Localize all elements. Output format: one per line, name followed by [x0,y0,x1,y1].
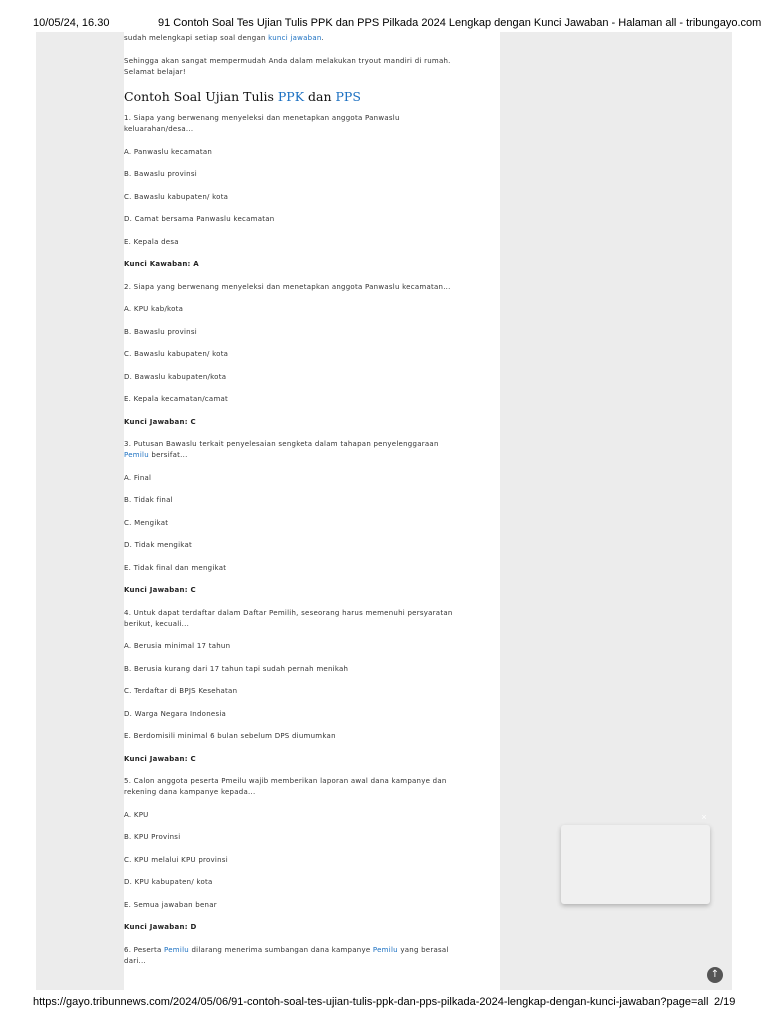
option-item: D. KPU kabupaten/ kota [124,878,213,886]
option-item: E. Semua jawaban benar [124,900,217,909]
option-item: D. Warga Negara Indonesia [124,709,227,718]
option-item: A. KPU [124,810,149,819]
option-item: A. KPU kab/kota [124,305,184,313]
option-item: D. Camat bersama Panwaslu kecamatan [124,215,275,223]
question-2: 2. Siapa yang berwenang menyeleksi dan menetapkan anggota Panwaslu kecamatan... [124,282,451,291]
option-item: B. Berusia kurang dari 17 tahun tapi sudah pernah menikah [124,664,349,673]
scroll-to-top-button[interactable] [707,967,723,983]
article-body [124,33,500,967]
page-number: 2/19 [714,996,736,1008]
pemilu-link[interactable]: Pemilu [372,945,398,954]
arrow-up-icon: ↑ [710,969,720,980]
option-item: B. Bawaslu provinsi [124,170,197,178]
option-item: E. Kepala desa [124,237,179,246]
question-1: 1. Siapa yang berwenang menyeleksi dan menetapkan anggota Panwaslu keluarahan/desa... [124,114,400,133]
option-item: A. Final [124,473,152,482]
option-item: E. Berdomisili minimal 6 bulan sebelum DPS diumumkan [124,732,336,740]
answer-key-5: Kunci Jawaban: D [124,923,197,931]
option-item: B. Bawaslu provinsi [124,327,197,336]
option-item: E. Kepala kecamatan/camat [124,395,229,403]
article-column [124,32,500,990]
ad-close-icon[interactable]: × [701,812,707,822]
answer-key-1: Kunci Kawaban: A [124,260,199,268]
answer-key-3: Kunci Jawaban: C [124,586,196,594]
intro-paragraph-1: sudah melengkapi setiap soal dengan kunci jawaban. [124,34,325,42]
question-3: 3. Putusan Bawaslu terkait penyelesaian sengketa dalam tahapan penyelenggaraan Pemilu bersifat... [124,440,439,459]
option-item: C. KPU melalui KPU provinsi [124,855,228,864]
print-date: 10/05/24, 16.30 [33,17,110,29]
option-item: B. Tidak final [124,496,173,504]
print-url: https://gayo.tribunnews.com/2024/05/06/91-contoh-soal-tes-ujian-tulis-ppk-dan-pps-pilkada-2024-lengkap-dengan-kunci-jawaban?page=all [33,996,709,1008]
print-header [0,0,768,32]
question-5: 5. Calon anggota peserta Pmeilu wajib memberikan laporan awal dana kampanye dan rekening dana kampanye kepada... [124,777,447,796]
question-4: 4. Untuk dapat terdaftar dalam Daftar Pemilih, seseorang harus memenuhi persyaratan berikut, kecuali... [124,608,453,628]
option-item: A. Panwaslu kecamatan [124,147,213,156]
answer-key-4: Kunci Jawaban: C [124,754,196,763]
floating-ad-box[interactable] [561,825,710,904]
print-title: 91 Contoh Soal Tes Ujian Tulis PPK dan PPS Pilkada 2024 Lengkap dengan Kunci Jawaban - Halaman all - tribungayo.com [158,17,762,29]
option-item: C. Bawaslu kabupaten/ kota [124,350,229,358]
answer-key-2: Kunci Jawaban: C [124,417,196,426]
section-heading: Contoh Soal Ujian Tulis PPK dan PPS [124,89,361,104]
option-item: D. Tidak mengikat [124,541,193,549]
pps-link[interactable]: PPS [335,89,361,104]
option-item: C. Mengikat [124,518,169,527]
question-6: 6. Peserta Pemilu dilarang menerima sumbangan dana kampanye Pemilu yang berasal dari... [124,945,449,965]
pemilu-link[interactable]: Pemilu [124,451,149,459]
pemilu-link[interactable]: Pemilu [164,945,189,954]
option-item: B. KPU Provinsi [124,833,181,841]
ppk-link[interactable]: PPK [277,89,305,104]
option-item: E. Tidak final dan mengikat [124,563,227,572]
option-item: C. Bawaslu kabupaten/ kota [124,192,229,201]
option-item: A. Berusia minimal 17 tahun [124,642,231,650]
option-item: C. Terdaftar di BPJS Kesehatan [124,687,238,695]
intro-paragraph-2: Sehingga akan sangat mempermudah Anda dalam melakukan tryout mandiri di rumah. Selamat belajar! [124,56,451,76]
print-footer [0,990,768,1024]
kunci-jawaban-link[interactable]: kunci jawaban [268,34,322,42]
option-item: D. Bawaslu kabupaten/kota [124,372,227,381]
